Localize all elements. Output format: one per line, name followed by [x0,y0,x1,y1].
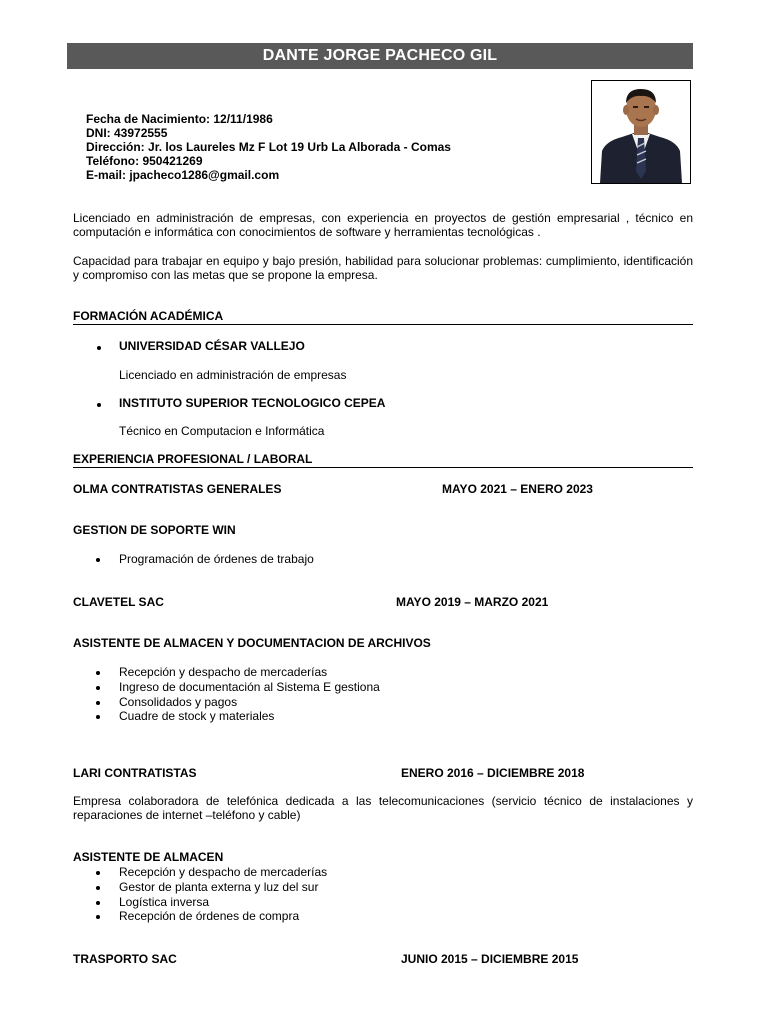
list-item: Cuadre de stock y materiales [95,709,380,724]
phone: Teléfono: 950421269 [86,154,203,168]
education-degree-2: Técnico en Computacion e Informática [119,424,325,438]
job-role-3: ASISTENTE DE ALMACEN [73,850,224,864]
job-company-4: TRASPORTO SAC [73,952,177,966]
birth-date: Fecha de Nacimiento: 12/11/1986 [86,112,273,126]
job-dates-3: ENERO 2016 – DICIEMBRE 2018 [401,766,585,780]
job-tasks-1 [95,552,314,567]
list-item: Programación de órdenes de trabajo [95,552,314,567]
profile-photo-image [592,81,690,183]
email: E-mail: jpacheco1286@gmail.com [86,168,280,182]
summary-paragraph-1: Licenciado en administración de empresas, con experiencia en proyectos de gestión empresarial , técnico en computación e informática con conocimientos de software y herramientas tecnológicas . [73,211,693,239]
job-role-2: ASISTENTE DE ALMACEN Y DOCUMENTACION DE ARCHIVOS [73,636,431,650]
job-dates-1: MAYO 2021 – ENERO 2023 [442,482,593,496]
list-item: Recepción y despacho de mercaderías [95,865,327,880]
list-item: Recepción de órdenes de compra [95,909,327,924]
education-institution-1: UNIVERSIDAD CÉSAR VALLEJO [119,339,305,353]
job-dates-2: MAYO 2019 – MARZO 2021 [396,595,549,609]
address: Dirección: Jr. los Laureles Mz F Lot 19 Urb La Alborada - Comas [86,140,451,154]
dni: DNI: 43972555 [86,126,168,140]
job-role-1: GESTION DE SOPORTE WIN [73,523,236,537]
personal-info [86,112,451,182]
bullet-icon [97,403,101,407]
education-degree-1: Licenciado en administración de empresas [119,368,347,382]
job-company-2: CLAVETEL SAC [73,595,164,609]
bullet-icon [97,346,101,350]
list-item: Ingreso de documentación al Sistema E gestiona [95,680,380,695]
job-company-3: LARI CONTRATISTAS [73,766,197,780]
resume-name-header: DANTE JORGE PACHECO GIL [67,43,693,69]
section-heading-experience: EXPERIENCIA PROFESIONAL / LABORAL [73,452,693,468]
education-institution-2: INSTITUTO SUPERIOR TECNOLOGICO CEPEA [119,396,386,410]
list-item: Consolidados y pagos [95,695,380,710]
list-item: Logística inversa [95,895,327,910]
job-tasks-3 [95,865,327,924]
list-item: Gestor de planta externa y luz del sur [95,880,327,895]
list-item: Recepción y despacho de mercaderías [95,665,380,680]
job-description-3: Empresa colaboradora de telefónica dedicada a las telecomunicaciones (servicio técnico de instalaciones y reparaciones de internet –teléfono y cable) [73,794,693,822]
job-company-1: OLMA CONTRATISTAS GENERALES [73,482,282,496]
profile-photo [591,80,691,184]
job-tasks-2 [95,665,380,724]
job-dates-4: JUNIO 2015 – DICIEMBRE 2015 [401,952,579,966]
section-heading-education: FORMACIÓN ACADÉMICA [73,309,693,325]
summary-paragraph-2: Capacidad para trabajar en equipo y bajo presión, habilidad para solucionar problemas: cumplimiento, identificación y compromiso con las metas que se propone la empresa. [73,254,693,282]
